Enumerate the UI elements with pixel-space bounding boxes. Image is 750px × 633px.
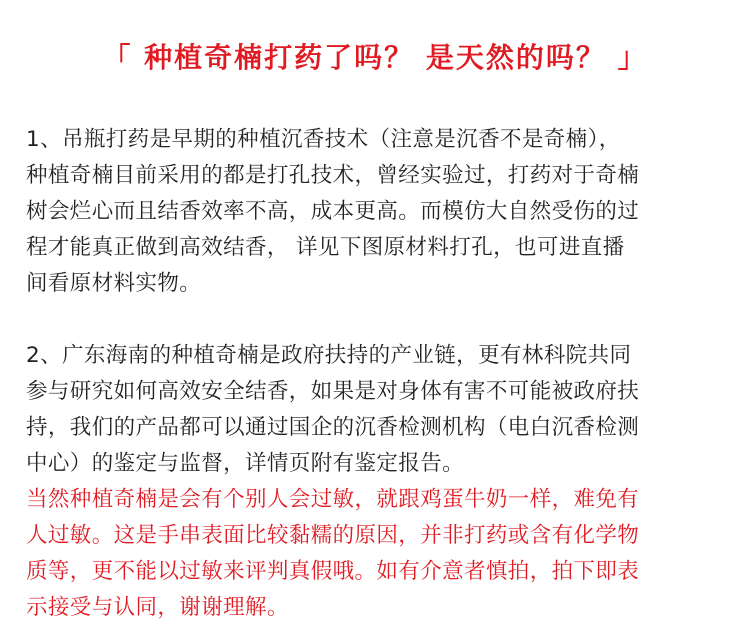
allergy-notice-line: 示接受与认同，谢谢理解。	[26, 595, 289, 620]
paragraph-1-line: 程才能真正做到高效结香， 详见下图原材料打孔，也可进直播	[26, 235, 625, 260]
allergy-notice-line: 质等，更不能以过敏来评判真假哦。如有介意者慎拍，拍下即表	[26, 559, 640, 584]
page-title: 「 种植奇楠打药了吗？ 是天然的吗？ 」	[102, 41, 648, 74]
allergy-notice-line: 当然种植奇楠是会有个别人会过敏，就跟鸡蛋牛奶一样，难免有	[26, 487, 640, 512]
paragraph-2-line: 2、广东海南的种植奇楠是政府扶持的产业链，更有林科院共同	[26, 343, 632, 368]
article-body	[26, 122, 726, 626]
paragraph-1-line: 1、吊瓶打药是早期的种植沉香技术（注意是沉香不是奇楠），	[26, 127, 621, 152]
paragraph-spacer	[26, 302, 726, 338]
paragraph-1-line: 间看原材料实物。	[26, 271, 202, 296]
paragraph-2-line: 持，我们的产品都可以通过国企的沉香检测机构（电白沉香检测	[26, 415, 640, 440]
paragraph-1-line: 种植奇楠目前采用的都是打孔技术，曾经实验过，打药对于奇楠	[26, 163, 640, 188]
allergy-notice	[26, 482, 726, 626]
paragraph-2	[26, 338, 726, 482]
paragraph-2-line: 中心）的鉴定与监督，详情页附有鉴定报告。	[26, 451, 465, 476]
paragraph-2-line: 参与研究如何高效安全结香，如果是对身体有害不可能被政府扶	[26, 379, 640, 404]
paragraph-1	[26, 122, 726, 302]
paragraph-1-line: 树会烂心而且结香效率不高，成本更高。而模仿大自然受伤的过	[26, 199, 640, 224]
allergy-notice-line: 人过敏。这是手串表面比较黏糯的原因，并非打药或含有化学物	[26, 523, 640, 548]
